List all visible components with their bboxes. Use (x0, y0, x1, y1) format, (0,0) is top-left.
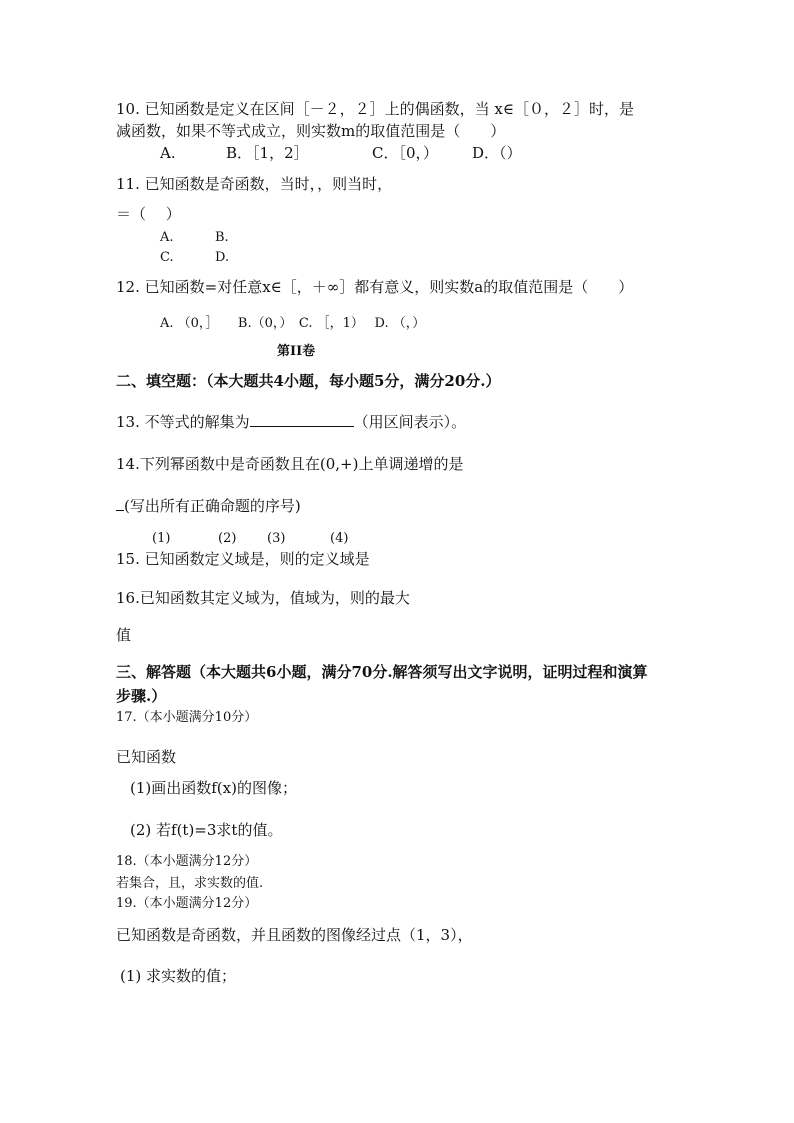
q18-stem: 若集合，且，求实数的值. (116, 876, 264, 891)
q16-stem-line1: 16.已知函数其定义域为，值域为，则的最大 (116, 589, 410, 607)
q12-options: A. （0，］ B.（0，） C. ［，1） D. （，） (160, 316, 426, 331)
q16-stem-line2: 值 (116, 626, 132, 644)
q14-answer-blank (116, 496, 124, 511)
q10-option-d: D．（） (472, 144, 522, 162)
q14-instruction: (写出所有正确命题的序号) (124, 497, 301, 515)
q17-part1: (1)画出函数f(x)的图像； (130, 779, 297, 797)
q11-option-b: B. (215, 230, 229, 245)
q11-option-a: A. (160, 230, 174, 245)
q19-part1: (1) 求实数的值； (120, 967, 237, 985)
section-3-heading-line1: 三、解答题（本大题共6小题，满分70分.解答须写出文字说明，证明过程和演算 (116, 663, 648, 681)
q13-answer-blank (250, 412, 354, 427)
q10-option-c: C．［0，） (372, 144, 439, 162)
q19-stem: 已知函数是奇函数，并且函数的图像经过点（1，3）， (116, 926, 473, 944)
q14-option-2: (2) (218, 531, 237, 546)
section-2-heading: 二、填空题：（本大题共4小题，每小题5分，满分20分.） (116, 372, 501, 390)
q13-stem (116, 412, 466, 432)
q17-header: 17.（本小题满分10分） (116, 710, 258, 725)
q13-prefix: 13. 不等式的解集为 (116, 413, 250, 431)
q11-option-d: D. (215, 250, 230, 265)
q14-option-4: (4) (330, 531, 349, 546)
q15-stem: 15. 已知函数定义域是，则的定义域是 (116, 550, 370, 568)
q17-part2: (2) 若f(t)=3求t的值。 (130, 821, 283, 839)
q10-stem-line1: 10. 已知函数是定义在区间［－２，２］上的偶函数，当 x∈［０，２］时，是 (116, 100, 634, 118)
q10-stem-line2: 减函数，如果不等式成立，则实数m的取值范围是（ ） (116, 122, 506, 140)
q18-header: 18.（本小题满分12分） (116, 854, 258, 869)
q19-header: 19.（本小题满分12分） (116, 896, 258, 911)
q12-stem: 12. 已知函数=对任意x∈［，＋∞］都有意义，则实数a的取值范围是（ ） (116, 278, 634, 296)
q17-stem: 已知函数 (116, 748, 177, 766)
q10-option-b: B．［1，2］ (226, 144, 309, 162)
q11-stem-line2: ＝（ ） (116, 205, 181, 223)
section-3-heading-line2: 步骤.） (116, 687, 167, 705)
q13-suffix: （用区间表示）。 (353, 413, 467, 431)
q14-option-3: (3) (267, 531, 286, 546)
q11-stem-line1: 11. 已知函数是奇函数，当时，，则当时， (116, 175, 393, 193)
q14-stem-line1: 14.下列幂函数中是奇函数且在(0,+)上单调递增的是 (116, 455, 464, 473)
q14-option-1: (1) (152, 531, 171, 546)
q11-option-c: C. (160, 250, 174, 265)
q14-stem-line2 (116, 496, 301, 516)
q10-option-a: A. (160, 144, 176, 162)
part-ii-title: 第II卷 (277, 344, 316, 359)
